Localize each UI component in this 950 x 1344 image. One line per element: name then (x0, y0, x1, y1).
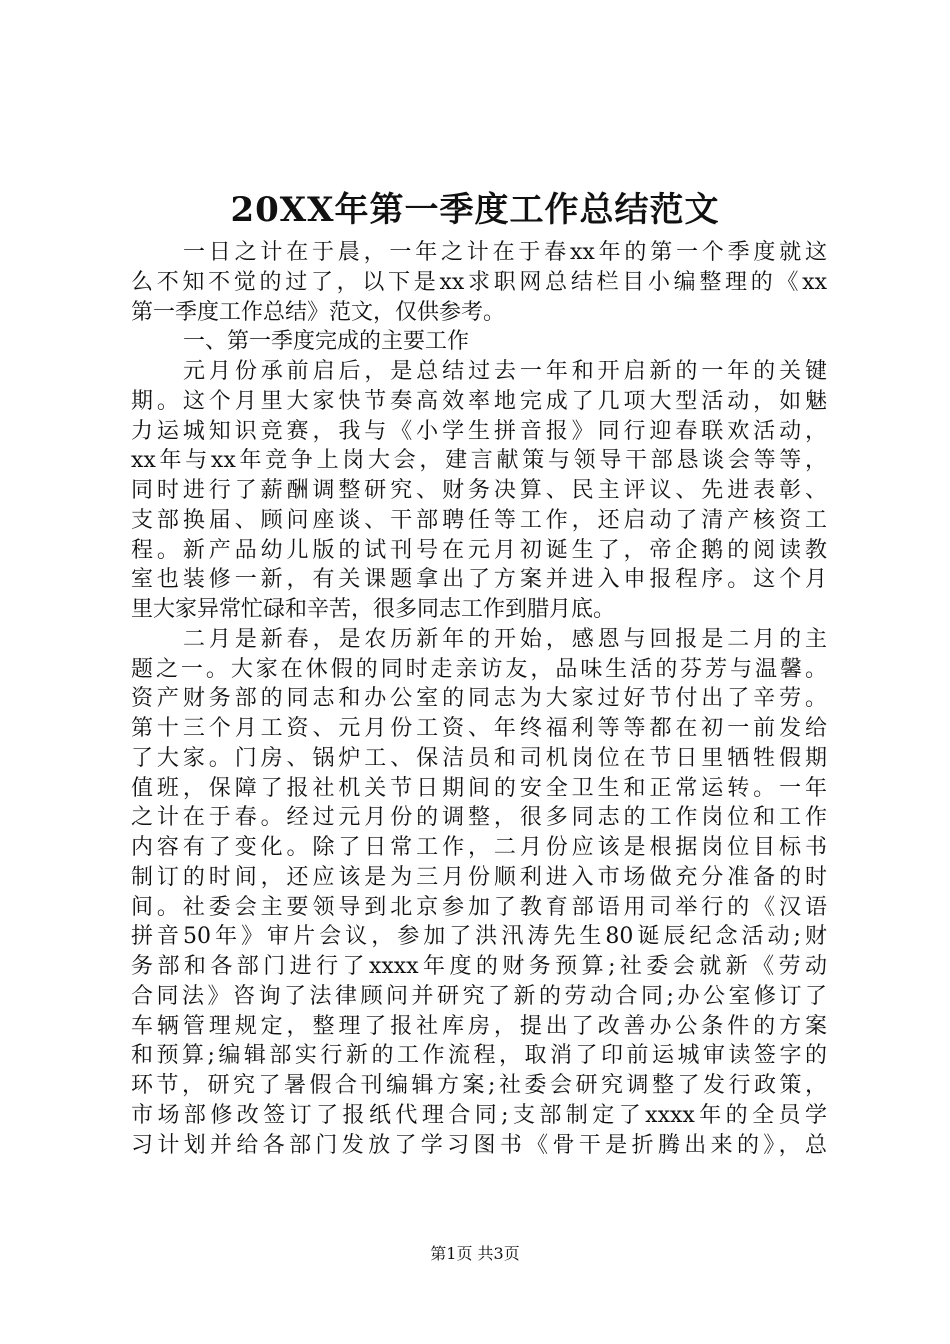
text-line: 之计在于春。经过元月份的调整，很多同志的工作岗位和工作 (131, 805, 827, 831)
text-line: 同时进行了薪酬调整研究、财务决算、民主评议、先进表彰、 (131, 478, 827, 503)
text-line: 资产财务部的同志和办公室的同志为大家过好节付出了辛劳。 (131, 686, 827, 712)
text-line: 制订的时间，还应该是为三月份顺利进入市场做充分准备的时 (131, 864, 827, 890)
text-line: 合同法》咨询了法律顾问并研究了新的劳动合同;办公室修订了 (131, 983, 827, 1009)
text-line: 元月份承前启后，是总结过去一年和开启新的一年的关键 (183, 359, 827, 384)
section-heading: 一、第一季度完成的主要工作 (183, 329, 470, 355)
text-line: 么不知不觉的过了，以下是xx求职网总结栏目小编整理的《xx (131, 269, 827, 295)
text-line: 第一季度工作总结》范文，仅供参考。 (131, 299, 506, 325)
text-line: 期。这个月里大家快节奏高效率地完成了几项大型活动，如魅 (131, 388, 827, 414)
text-line: 车辆管理规定，整理了报社库房，提出了改善办公条件的方案 (131, 1013, 827, 1039)
document-body (131, 238, 827, 1160)
text-line: 第十三个月工资、元月份工资、年终福利等等都在初一前发给 (131, 716, 827, 741)
text-line: 题之一。大家在休假的同时走亲访友，品味生活的芬芳与温馨。 (131, 656, 827, 682)
text-line: xx年与xx年竞争上岗大会，建言献策与领导干部恳谈会等等， (131, 448, 827, 474)
text-line: 市场部修改签订了报纸代理合同;支部制定了xxxx年的全员学 (131, 1102, 827, 1128)
text-line: 间。社委会主要领导到北京参加了教育部语用司举行的《汉语 (131, 894, 827, 920)
text-line: 二月是新春，是农历新年的开始，感恩与回报是二月的主 (183, 626, 827, 652)
text-line: 务部和各部门进行了xxxx年度的财务预算;社委会就新《劳动 (131, 954, 827, 979)
text-line: 力运城知识竞赛，我与《小学生拼音报》同行迎春联欢活动， (131, 418, 827, 444)
text-line: 程。新产品幼儿版的试刊号在元月初诞生了，帝企鹅的阅读教 (131, 537, 827, 563)
page-number: 第1页 共3页 (430, 1244, 520, 1263)
text-line: 里大家异常忙碌和辛苦，很多同志工作到腊月底。 (131, 597, 616, 622)
text-line: 支部换届、顾问座谈、干部聘任等工作，还启动了清产核资工 (131, 507, 827, 533)
text-line: 内容有了变化。除了日常工作，二月份应该是根据岗位目标书 (131, 835, 827, 860)
document-title: 20XX年第一季度工作总结范文 (230, 190, 720, 230)
text-line: 习计划并给各部门发放了学习图书《骨干是折腾出来的》，总 (131, 1132, 827, 1158)
text-line: 室也装修一新，有关课题拿出了方案并进入申报程序。这个月 (131, 567, 827, 593)
text-line: 一日之计在于晨，一年之计在于春xx年的第一个季度就这 (183, 240, 827, 265)
text-line: 了大家。门房、锅炉工、保洁员和司机岗位在节日里牺牲假期 (131, 745, 827, 771)
text-line: 拼音50年》审片会议，参加了洪汛涛先生80诞辰纪念活动;财 (131, 924, 827, 950)
text-line: 值班，保障了报社机关节日期间的安全卫生和正常运转。一年 (131, 775, 827, 801)
text-line: 环节，研究了暑假合刊编辑方案;社委会研究调整了发行政策， (131, 1073, 827, 1098)
text-line: 和预算;编辑部实行新的工作流程，取消了印前运城审读签字的 (131, 1043, 827, 1069)
